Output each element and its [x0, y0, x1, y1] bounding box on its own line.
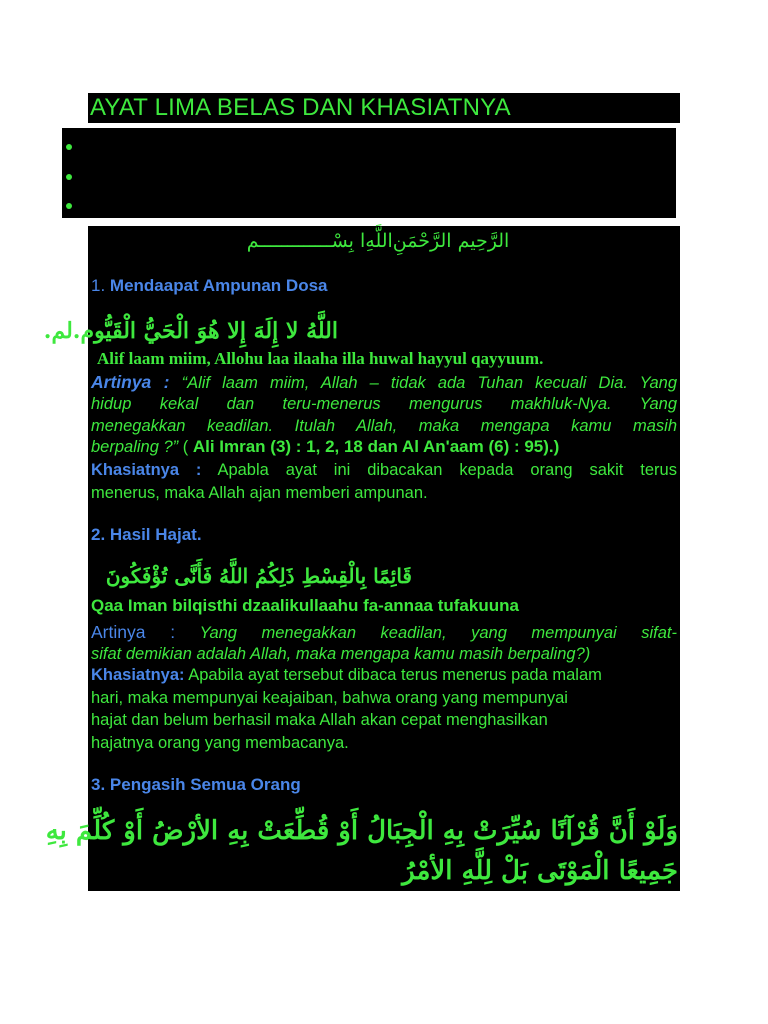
section1-transliteration: Alif laam miim, Allohu laa ilaaha illa huwal hayyul qayyuum. [97, 349, 544, 368]
section1-reference: Ali Imran (3) : 1, 2, 18 dan Al An'aam (6) : 95).) [192, 437, 560, 456]
section1-artinya-label: Artinya : [91, 372, 170, 392]
section2-khasiat-line3: hajat dan belum berhasil maka Allah akan cepat menghasilkan [91, 711, 548, 729]
section2-khasiat-line4: hajatnya orang yang membacanya. [91, 734, 349, 752]
bullet-dot-icon [66, 203, 72, 209]
section2-khasiat-line2: hari, maka mempunyai keajaiban, bahwa orang yang mempunyai [91, 689, 568, 707]
section2-artinya-line1: Artinya : Yang menegakkan keadilan, yang mempunyai sifat- [91, 622, 677, 642]
section1-khasiat-label: Khasiatnya : [91, 461, 202, 479]
section1-artinya-line4: berpaling ?” ( Ali Imran (3) : 1, 2, 18 dan Al An'aam (6) : 95).) [91, 437, 560, 456]
section2-khasiat-label: Khasiatnya: [91, 666, 185, 684]
section2-transliteration: Qaa Iman bilqisthi dzaalikullaahu fa-annaa tufakuuna [91, 596, 519, 615]
section1-title: Mendaapat Ampunan Dosa [109, 276, 328, 295]
bullet-dot-icon [66, 174, 72, 180]
bismillah: ﺍﻟﺮَّﺣِﻴﻢ ﺍﻟﺮَّﺣْﻤَﻦِﺍﻟﻠَّﻪِﺍ ﺑِﺴْـــــــــــــﻢ [246, 230, 510, 252]
section3-arabic-line1: ﻭَﻟَﻮْ ﺃَﻥَّ ﻗُﺮْﺁﻧًﺎ ﺳُﻴِّﺮَﺕْ ﺑِﻪِ ﺍﻟْﺠِﺒَﺎﻝُ ﺃَﻭْ ﻗُﻄِّﻌَﺖْ ﺑِﻪِ ﺍﻷﺭْﺽُ ﺃَﻭْ ﻛُﻠِّﻢَ ﺑِﻪِ [45, 816, 678, 846]
title-bar [88, 93, 680, 123]
section1-artinya-line2: hidup kekal dan teru-menerus mengurus makhluk-Nya. Yang [91, 395, 677, 413]
section2-artinya-label: Artinya : [91, 622, 176, 642]
section1-heading [91, 276, 328, 296]
section1-number: 1. [91, 276, 106, 295]
section2-khasiat-line1: Khasiatnya: Apabila ayat tersebut dibaca terus menerus pada malam [91, 666, 602, 684]
section1-khasiat-line2: menerus, maka Allah ajan memberi ampunan. [91, 484, 428, 502]
section3-arabic-line2: ﺟَﻤِﻴﻌًﺎ ﺍﻟْﻤَﻮْﺗَﻰ ﺑَﻞْ ﻟِﻠَّﻪِ ﺍﻷﻣْﺮُ [402, 856, 678, 886]
section1-artinya-line1: Artinya : “Alif laam miim, Allah – tidak ada Tuhan kecuali Dia. Yang [91, 372, 677, 392]
section2-arabic: ﻗَﺎﺋِﻤًﺎ ﺑِﺎﻟْﻘِﺴْﻂِ ﺫَﻟِﻜُﻢُ ﺍﻟﻠَّﻪُ ﻓَﺄَﻧَّﻰ ﺗُﺆْﻓَﻜُﻮﻥَ [105, 564, 412, 588]
section1-khasiat-line1: Khasiatnya : Apabla ayat ini dibacakan kepada orang sakit terus [91, 461, 677, 479]
bullet-list-box [62, 128, 676, 218]
section3-heading: 3. Pengasih Semua Orang [91, 775, 301, 794]
bullet-dot-icon [66, 144, 72, 150]
section1-artinya-line3: menegakkan keadilan. Itulah Allah, maka mengapa kamu masih [91, 417, 677, 435]
content-box [43, 226, 680, 891]
page-title: AYAT LIMA BELAS DAN KHASIATNYA [90, 94, 511, 121]
section2-artinya-line2: sifat demikian adalah Allah, maka mengapa kamu masih berpaling?) [91, 645, 591, 663]
section1-arabic: ﺍﻟﻠَّﻪُ ﻻ ﺇِﻟَﻪَ ﺇِﻻ ﻫُﻮَ ﺍﻟْﺤَﻲُّ ﺍﻟْﻘَﻴُّﻮﻡ.ﻟﻢ. [43, 318, 338, 344]
section2-heading: 2. Hasil Hajat. [91, 525, 202, 544]
